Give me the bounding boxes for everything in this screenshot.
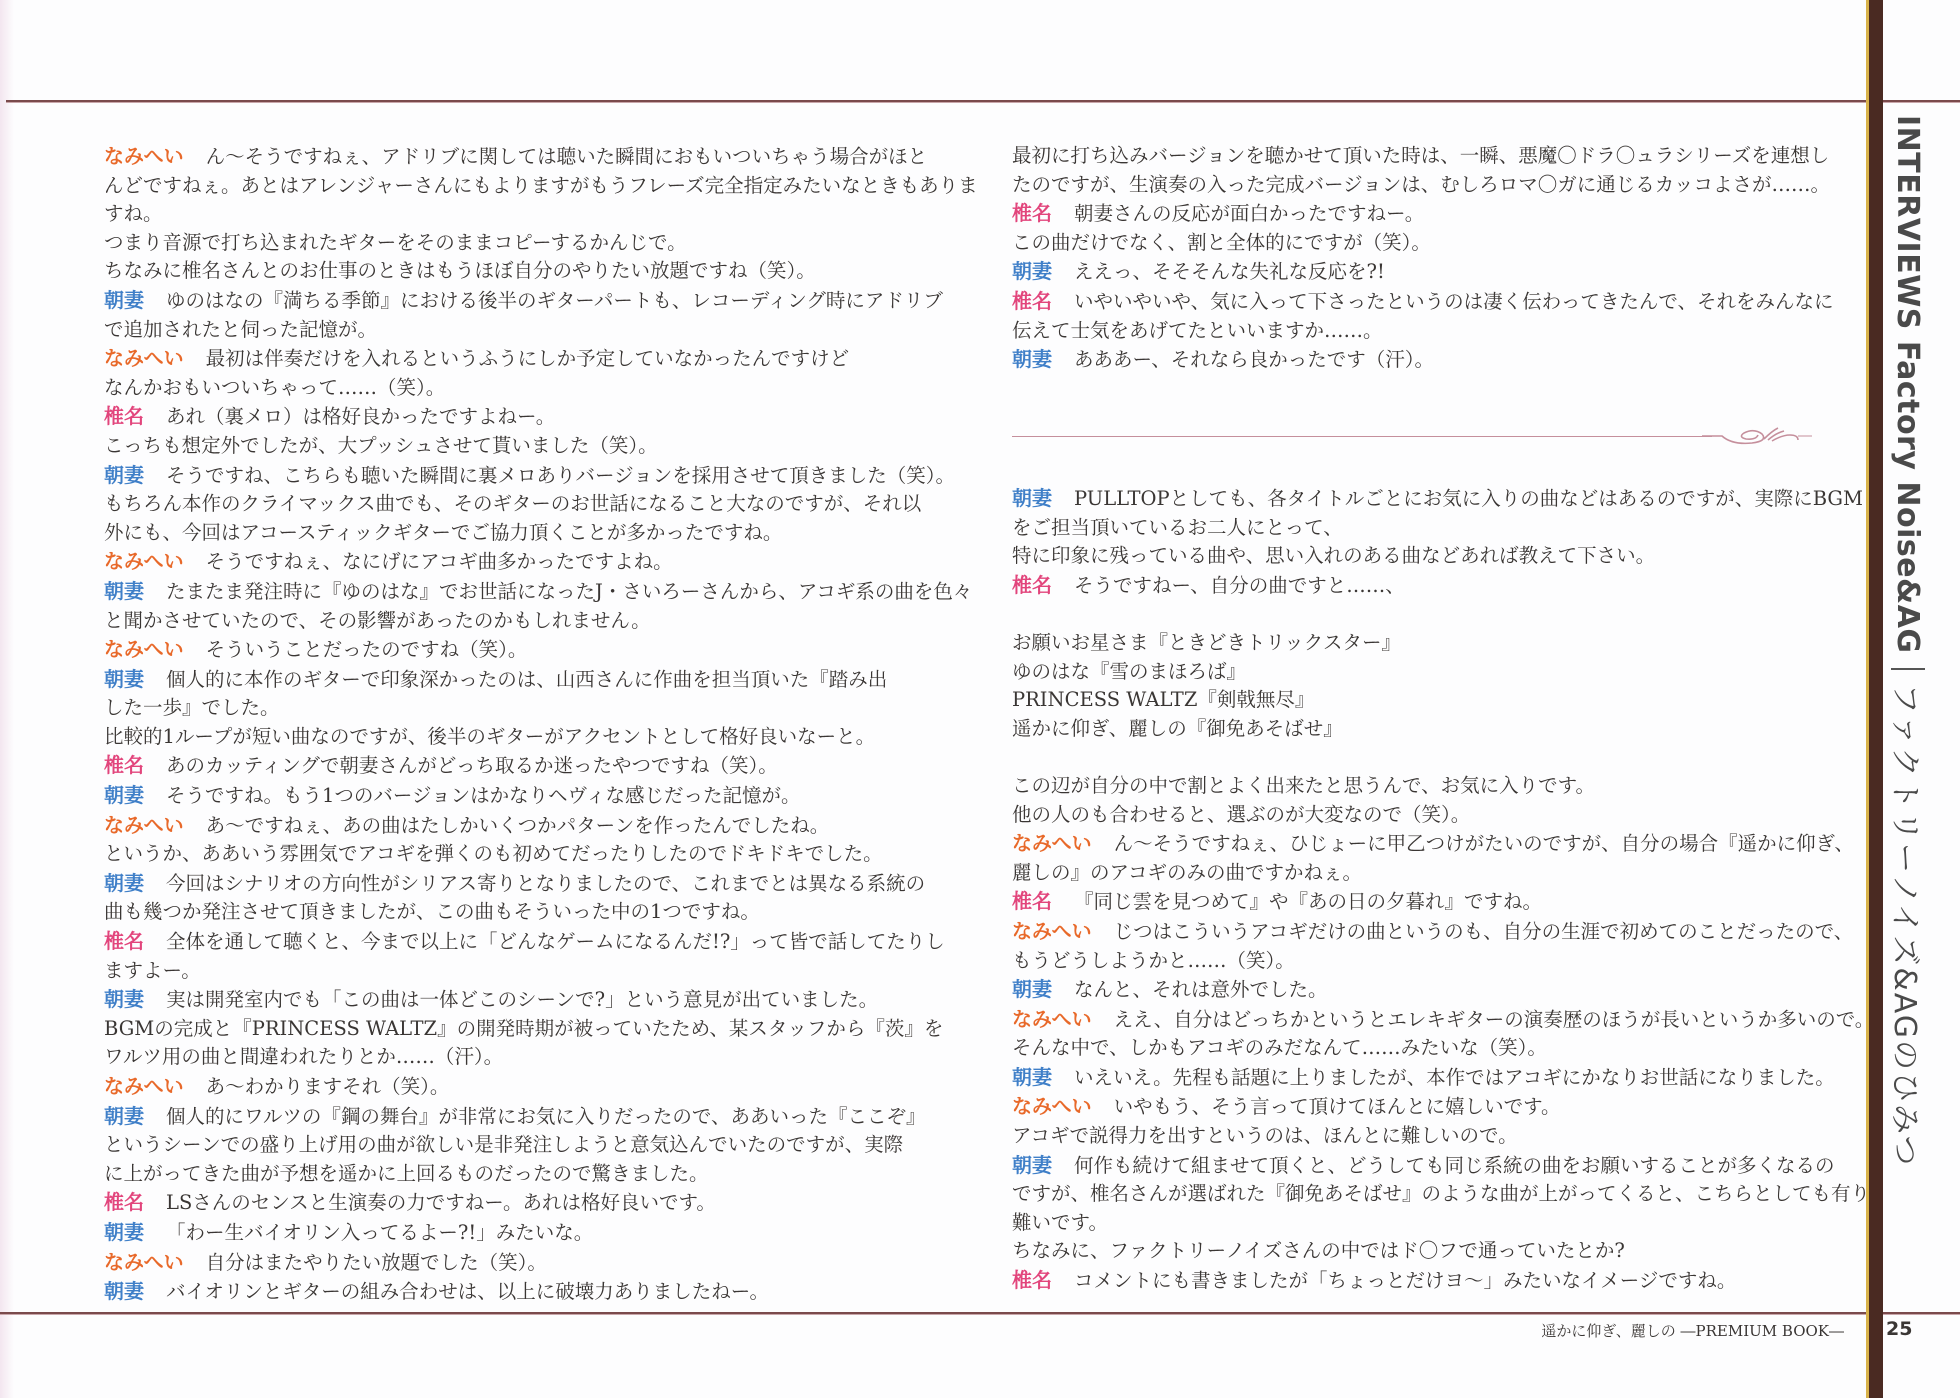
line-text: 遥かに仰ぎ、麗しの『御免あそばせ』 [1012,716,1343,740]
dialogue-line [1012,1034,1822,1063]
line-text: アコギで説得力を出すというのは、ほんとに難しいので。 [1012,1124,1518,1148]
line-text: 麗しの』のアコギのみの曲ですかねぇ。 [1012,860,1363,884]
speaker-label: 椎名 [104,929,144,954]
dialogue-line [1012,317,1822,346]
speaker-label: 椎名 [1012,1268,1052,1293]
speaker-label: なみへい [104,346,184,371]
line-text: この辺が自分の中で割とよく出来たと思うんで、お気に入りです。 [1012,773,1596,797]
line-text: 外にも、今回はアコースティックギターでご協力頂くことが多かったですね。 [104,520,783,544]
dialogue-line [104,840,914,869]
line-text: いやいやいや、気に入って下さったというのは凄く伝わってきたんで、それをみんなに [1074,289,1834,313]
line-text: で追加されたと伺った記憶が。 [104,317,378,341]
page-gutter-shadow [0,0,14,1398]
line-text: そうですね。もう1つのバージョンはかなりヘヴィな感じだった記憶が。 [166,784,801,808]
page-number: 25 [1886,1318,1913,1340]
line-text: いやもう、そう言って頂けてほんとに嬉しいです。 [1113,1095,1561,1119]
dialogue-line-namihei [104,811,914,841]
line-text: というか、ああいう雰囲気でアコギを弾くのも初めてだったりしたのでドキドキでした。 [104,842,883,866]
dialogue-line [1012,542,1822,571]
speaker-label: 椎名 [104,1190,144,1215]
speaker-label: なみへい [1012,918,1092,943]
dialogue-line [1012,142,1830,171]
dialogue-line [1012,772,1822,801]
dialogue-line [104,172,978,201]
line-text: ええっ、そそそんな失礼な反応を?! [1074,260,1385,284]
interview-column-left [104,142,978,1307]
dialogue-line-namihei [1012,917,1854,947]
dialogue-line-asazuma [104,985,914,1015]
speaker-label: 朝妻 [104,870,144,895]
speaker-label: 椎名 [1012,572,1052,597]
line-text: すね。 [104,202,163,226]
speaker-label: 朝妻 [1012,1064,1052,1089]
footer-book-title: 遥かに仰ぎ、麗しの ―PREMIUM BOOK― [1541,1322,1844,1340]
dialogue-line [1012,947,1822,976]
line-text: PULLTOPとしても、各タイトルごとにお気に入りの曲などはあるのですが、実際にBGM [1074,487,1863,510]
line-text: ん～そうですねぇ、ひじょーに甲乙つけがたいのですが、自分の場合『遥かに仰ぎ、 [1113,832,1854,856]
speaker-label: 椎名 [1012,288,1052,313]
line-text: たのですが、生演奏の入った完成バージョンは、むしろロマ〇ガに通じるカッコよさが……。 [1012,172,1831,196]
dialogue-line [104,898,914,927]
dialogue-line-shiina [1012,887,1822,917]
line-text: ん～そうですねぇ、アドリブに関しては聴いた瞬間におもいついちゃう場合がほと [205,145,928,168]
line-text: バイオリンとギターの組み合わせは、以上に破壊力ありましたねー。 [166,1280,769,1304]
line-text: そうですねー、自分の曲ですと……、 [1074,573,1405,597]
flourish-ornament-icon [1702,425,1812,449]
dialogue-line [104,229,914,258]
dialogue-line-shiina [104,402,914,432]
line-text: そうですね、こちらも聴いた瞬間に裏メロありバージョンを採用させて頂きました（笑）。 [166,463,955,487]
interview-column-right-top [1012,142,1834,375]
dialogue-line [1012,743,1822,772]
speaker-label: 朝妻 [104,783,144,808]
speaker-label: 朝妻 [104,287,144,312]
line-text: こっちも想定外でしたが、大プッシュさせて貰いました（笑）。 [104,433,658,457]
line-text: というシーンでの盛り上げ用の曲が欲しい是非発注しようと意気込んでいたのですが、実際 [104,1133,904,1157]
speaker-label: 朝妻 [1012,347,1052,372]
dialogue-line [1012,629,1822,658]
dialogue-line [104,694,914,723]
dialogue-line [1012,1180,1871,1209]
dialogue-line-shiina [1012,1266,1822,1296]
speaker-label: なみへい [104,1074,184,1098]
speaker-label: 朝妻 [1012,977,1052,1002]
speaker-label: 朝妻 [104,1279,144,1304]
dialogue-line-namihei [104,1248,914,1278]
dialogue-line-namihei [1012,1092,1822,1122]
line-text: この曲だけでなく、割と全体的にですが（笑）。 [1012,230,1431,254]
line-text: LSさんのセンスと生演奏の力ですねー。あれは格好良いです。 [166,1191,716,1215]
line-text: ですが、椎名さんが選ばれた『御免あそばせ』のような曲が上がってくると、こちらとしても有り [1012,1182,1871,1206]
line-text: 『同じ雲を見つめて』や『あの日の夕暮れ』ですね。 [1074,890,1543,914]
dialogue-line [104,200,914,229]
dialogue-line-asazuma [104,781,914,811]
line-text: 朝妻さんの反応が面白かったですねー。 [1074,202,1425,226]
dialogue-line [1012,229,1822,258]
dialogue-line-namihei [104,142,928,172]
speaker-label: 朝妻 [1012,1152,1052,1177]
line-text: 伝えて士気をあげてたといいますか……。 [1012,318,1383,342]
speaker-label: 椎名 [1012,889,1052,914]
dialogue-line [104,519,914,548]
line-text: あ～ですねぇ、あの曲はたしかいくつかパターンを作ったんでしたね。 [205,813,830,837]
line-text: なんかおもいついちゃって……（笑）。 [104,375,446,399]
bottom-rule [0,1312,1960,1314]
speaker-label: 椎名 [1012,201,1052,226]
dialogue-line-shiina [1012,571,1822,601]
line-text: あ～わかりますそれ（笑）。 [205,1075,450,1098]
speaker-label: なみへい [104,637,184,662]
dialogue-line-asazuma [104,1218,914,1248]
divider-line [1012,436,1712,437]
dialogue-line-shiina [104,927,945,957]
line-text: BGMの完成と『PRINCESS WALTZ』の開発時期が被っていたため、某スタッフから『茨』を [104,1016,944,1040]
dialogue-line-asazuma [104,461,955,491]
line-text: そんな中で、しかもアコギのみだなんて……みたいな（笑）。 [1012,1036,1547,1060]
line-text: PRINCESS WALTZ『剣戟無尽』 [1012,688,1315,712]
line-text: 自分はまたやりたい放題でした（笑）。 [205,1250,547,1274]
spine-separator [1891,668,1925,670]
dialogue-line [104,1043,914,1072]
speaker-label: なみへい [104,144,184,168]
dialogue-line [1012,1237,1822,1266]
line-text: あのカッティングで朝妻さんがどっち取るか迷ったやつですね（笑）。 [166,754,778,778]
line-text: 何作も続けて組ませて頂くと、どうしても同じ系統の曲をお願いすることが多くなるの [1074,1153,1835,1177]
speaker-label: 朝妻 [104,987,144,1012]
line-text: 比較的1ループが短い曲なのですが、後半のギターがアクセントとして格好良いなーと。 [104,724,876,748]
line-text: そういうことだったのですね（笑）。 [205,638,528,662]
dialogue-line [1012,600,1822,629]
spine-title-en: INTERVIEWS Factory Noise&AG [1890,115,1926,654]
speaker-label: 椎名 [104,753,144,778]
dialogue-line-namihei [104,344,914,374]
dialogue-line-asazuma [104,1277,914,1307]
dialogue-line [1012,801,1822,830]
dialogue-line [104,723,914,752]
line-text: 今回はシナリオの方向性がシリアス寄りとなりましたので、これまでとは異なる系統の [166,871,926,895]
dialogue-line-asazuma [104,665,914,695]
line-text: コメントにも書きましたが「ちょっとだけヨ～」みたいなイメージですね。 [1074,1269,1737,1293]
speaker-label: なみへい [104,812,184,837]
dialogue-line-asazuma [1012,257,1822,287]
dialogue-line-asazuma [1012,1151,1835,1181]
line-text: 個人的に本作のギターで印象深かったのは、山西さんに作曲を担当頂いた『踏み出 [166,667,888,691]
dialogue-line [1012,658,1822,687]
line-text: ええ、自分はどっちかというとエレキギターの演奏歴のほうが長いというか多いので。 [1113,1007,1875,1031]
line-text: 難いです。 [1012,1210,1108,1234]
dialogue-line-asazuma [104,1102,926,1132]
dialogue-line [1012,514,1822,543]
speaker-label: 朝妻 [104,1103,144,1128]
dialogue-line [104,432,914,461]
line-text: をご担当頂いているお二人にとって、 [1012,515,1343,539]
line-text: ワルツ用の曲と間違われたりとか……（汗）。 [104,1045,504,1069]
dialogue-line [1012,859,1822,888]
line-text: 他の人のも合わせると、選ぶのが大変なので（笑）。 [1012,802,1471,826]
speaker-label: なみへい [1012,1094,1092,1119]
speaker-label: 朝妻 [104,578,144,603]
speaker-label: 朝妻 [104,462,144,487]
line-text: たまたま発注時に『ゆのはな』でお世話になったJ・さいろーさんから、アコギ系の曲を色々 [166,579,973,603]
speaker-label: 朝妻 [1012,486,1052,510]
line-text: 全体を通して聴くと、今まで以上に「どんなゲームになるんだ!?」って皆で話してたりし [166,930,945,954]
line-text: 最初に打ち込みバージョンを聴かせて頂いた時は、一瞬、悪魔〇ドラ〇ュラシリーズを連想し [1012,144,1830,167]
line-text: つまり音源で打ち込まれたギターをそのままコピーするかんじで。 [104,230,687,254]
line-text: あああー、それなら良かったです（汗）。 [1074,348,1434,372]
line-text: ゆのはなの『満ちる季節』における後半のギターパートも、レコーディング時にアドリブ [166,288,943,312]
line-text: 「わー生バイオリン入ってるよー?!」みたいな。 [166,1220,594,1244]
line-text: んどですねぇ。あとはアレンジャーさんにもよりますがもうフレーズ完全指定みたいなときもありま [104,173,978,197]
dialogue-line-asazuma [1012,345,1822,375]
line-text: そうですねぇ、なにげにアコギ曲多かったですよね。 [205,550,673,574]
dialogue-line [104,490,922,519]
line-text: お願いお星さま『ときどきトリックスター』 [1012,630,1402,654]
dialogue-line [1012,686,1822,715]
dialogue-line-asazuma [104,286,943,316]
line-text: もうどうしようかと……（笑）。 [1012,948,1295,972]
dialogue-line-shiina [104,1188,914,1218]
section-divider [1012,425,1812,449]
line-text: ちなみに、ファクトリーノイズさんの中ではド〇フで通っていたとか? [1012,1239,1625,1263]
dialogue-line [104,257,914,286]
dialogue-line-asazuma [104,577,973,607]
dialogue-line [104,374,914,403]
spine-title-jp: ファクトリーノイズ&AGのひみつ [1887,683,1922,1168]
line-text: した一歩』でした。 [104,696,280,720]
line-text: ますよー。 [104,958,201,982]
dialogue-line [104,316,914,345]
line-text: 個人的にワルツの『鋼の舞台』が非常にお気に入りだったので、ああいった『ここぞ』 [166,1104,926,1128]
line-text: じつはこういうアコギだけの曲というのも、自分の生涯で初めてのことだったので、 [1113,919,1854,943]
speaker-label: 朝妻 [104,666,144,691]
line-text: 特に印象に残っている曲や、思い入れのある曲などあれば教えて下さい。 [1012,544,1656,568]
dialogue-line [1012,171,1831,200]
line-text: 曲も幾つか発注させて頂きましたが、この曲もそういった中の1つですね。 [104,900,760,924]
dialogue-line [1012,1209,1822,1238]
spine-title [1880,115,1940,1168]
dialogue-line-asazuma [104,869,926,899]
speaker-label: 椎名 [104,404,144,429]
line-text: いえいえ。先程も話題に上りましたが、本作ではアコギにかなりお世話になりました。 [1074,1065,1835,1089]
dialogue-line-asazuma [1012,975,1822,1005]
speaker-label: なみへい [104,1249,184,1274]
line-text: あれ（裏メロ）は格好良かったですよねー。 [166,405,556,429]
line-text: なんと、それは意外でした。 [1074,978,1328,1002]
dialogue-line [104,957,914,986]
line-text: と聞かさせていたので、その影響があったのかもしれません。 [104,608,651,632]
dialogue-line-namihei [104,635,914,665]
line-text: ゆのはな『雪のまほろば』 [1012,659,1247,683]
dialogue-line [104,1015,944,1044]
dialogue-line-namihei [104,1072,914,1102]
dialogue-line-shiina [1012,199,1822,229]
dialogue-line-asazuma [1012,1063,1835,1093]
speaker-label: 朝妻 [1012,259,1052,284]
dialogue-line [1012,1122,1822,1151]
speaker-label: なみへい [1012,1006,1092,1031]
line-text: に上がってきた曲が予想を遥かに上回るものだったので驚きました。 [104,1161,709,1185]
dialogue-line-namihei [104,547,914,577]
speaker-label: なみへい [1012,831,1092,856]
dialogue-line-asazuma [1012,484,1863,514]
dialogue-line [104,607,914,636]
dialogue-line [104,1131,914,1160]
top-rule [6,100,1960,102]
dialogue-line [1012,715,1822,744]
dialogue-line [104,1160,914,1189]
line-text: ちなみに椎名さんとのお仕事のときはもうほぼ自分のやりたい放題ですね（笑）。 [104,259,816,283]
speaker-label: なみへい [104,549,184,574]
line-text: 実は開発室内でも「この曲は一体どこのシーンで?」という意見が出ていました。 [166,988,879,1012]
line-text: もちろん本作のクライマックス曲でも、そのギターのお世話になること大なのですが、それ以 [104,492,922,516]
dialogue-line-namihei [1012,829,1854,859]
line-text: 最初は伴奏だけを入れるというふうにしか予定していなかったんですけど [205,347,850,371]
dialogue-line-shiina [104,751,914,781]
speaker-label: 朝妻 [104,1219,144,1244]
dialogue-line-namihei [1012,1005,1875,1035]
dialogue-line-shiina [1012,287,1834,317]
interview-column-right-bottom [1012,484,1875,1296]
